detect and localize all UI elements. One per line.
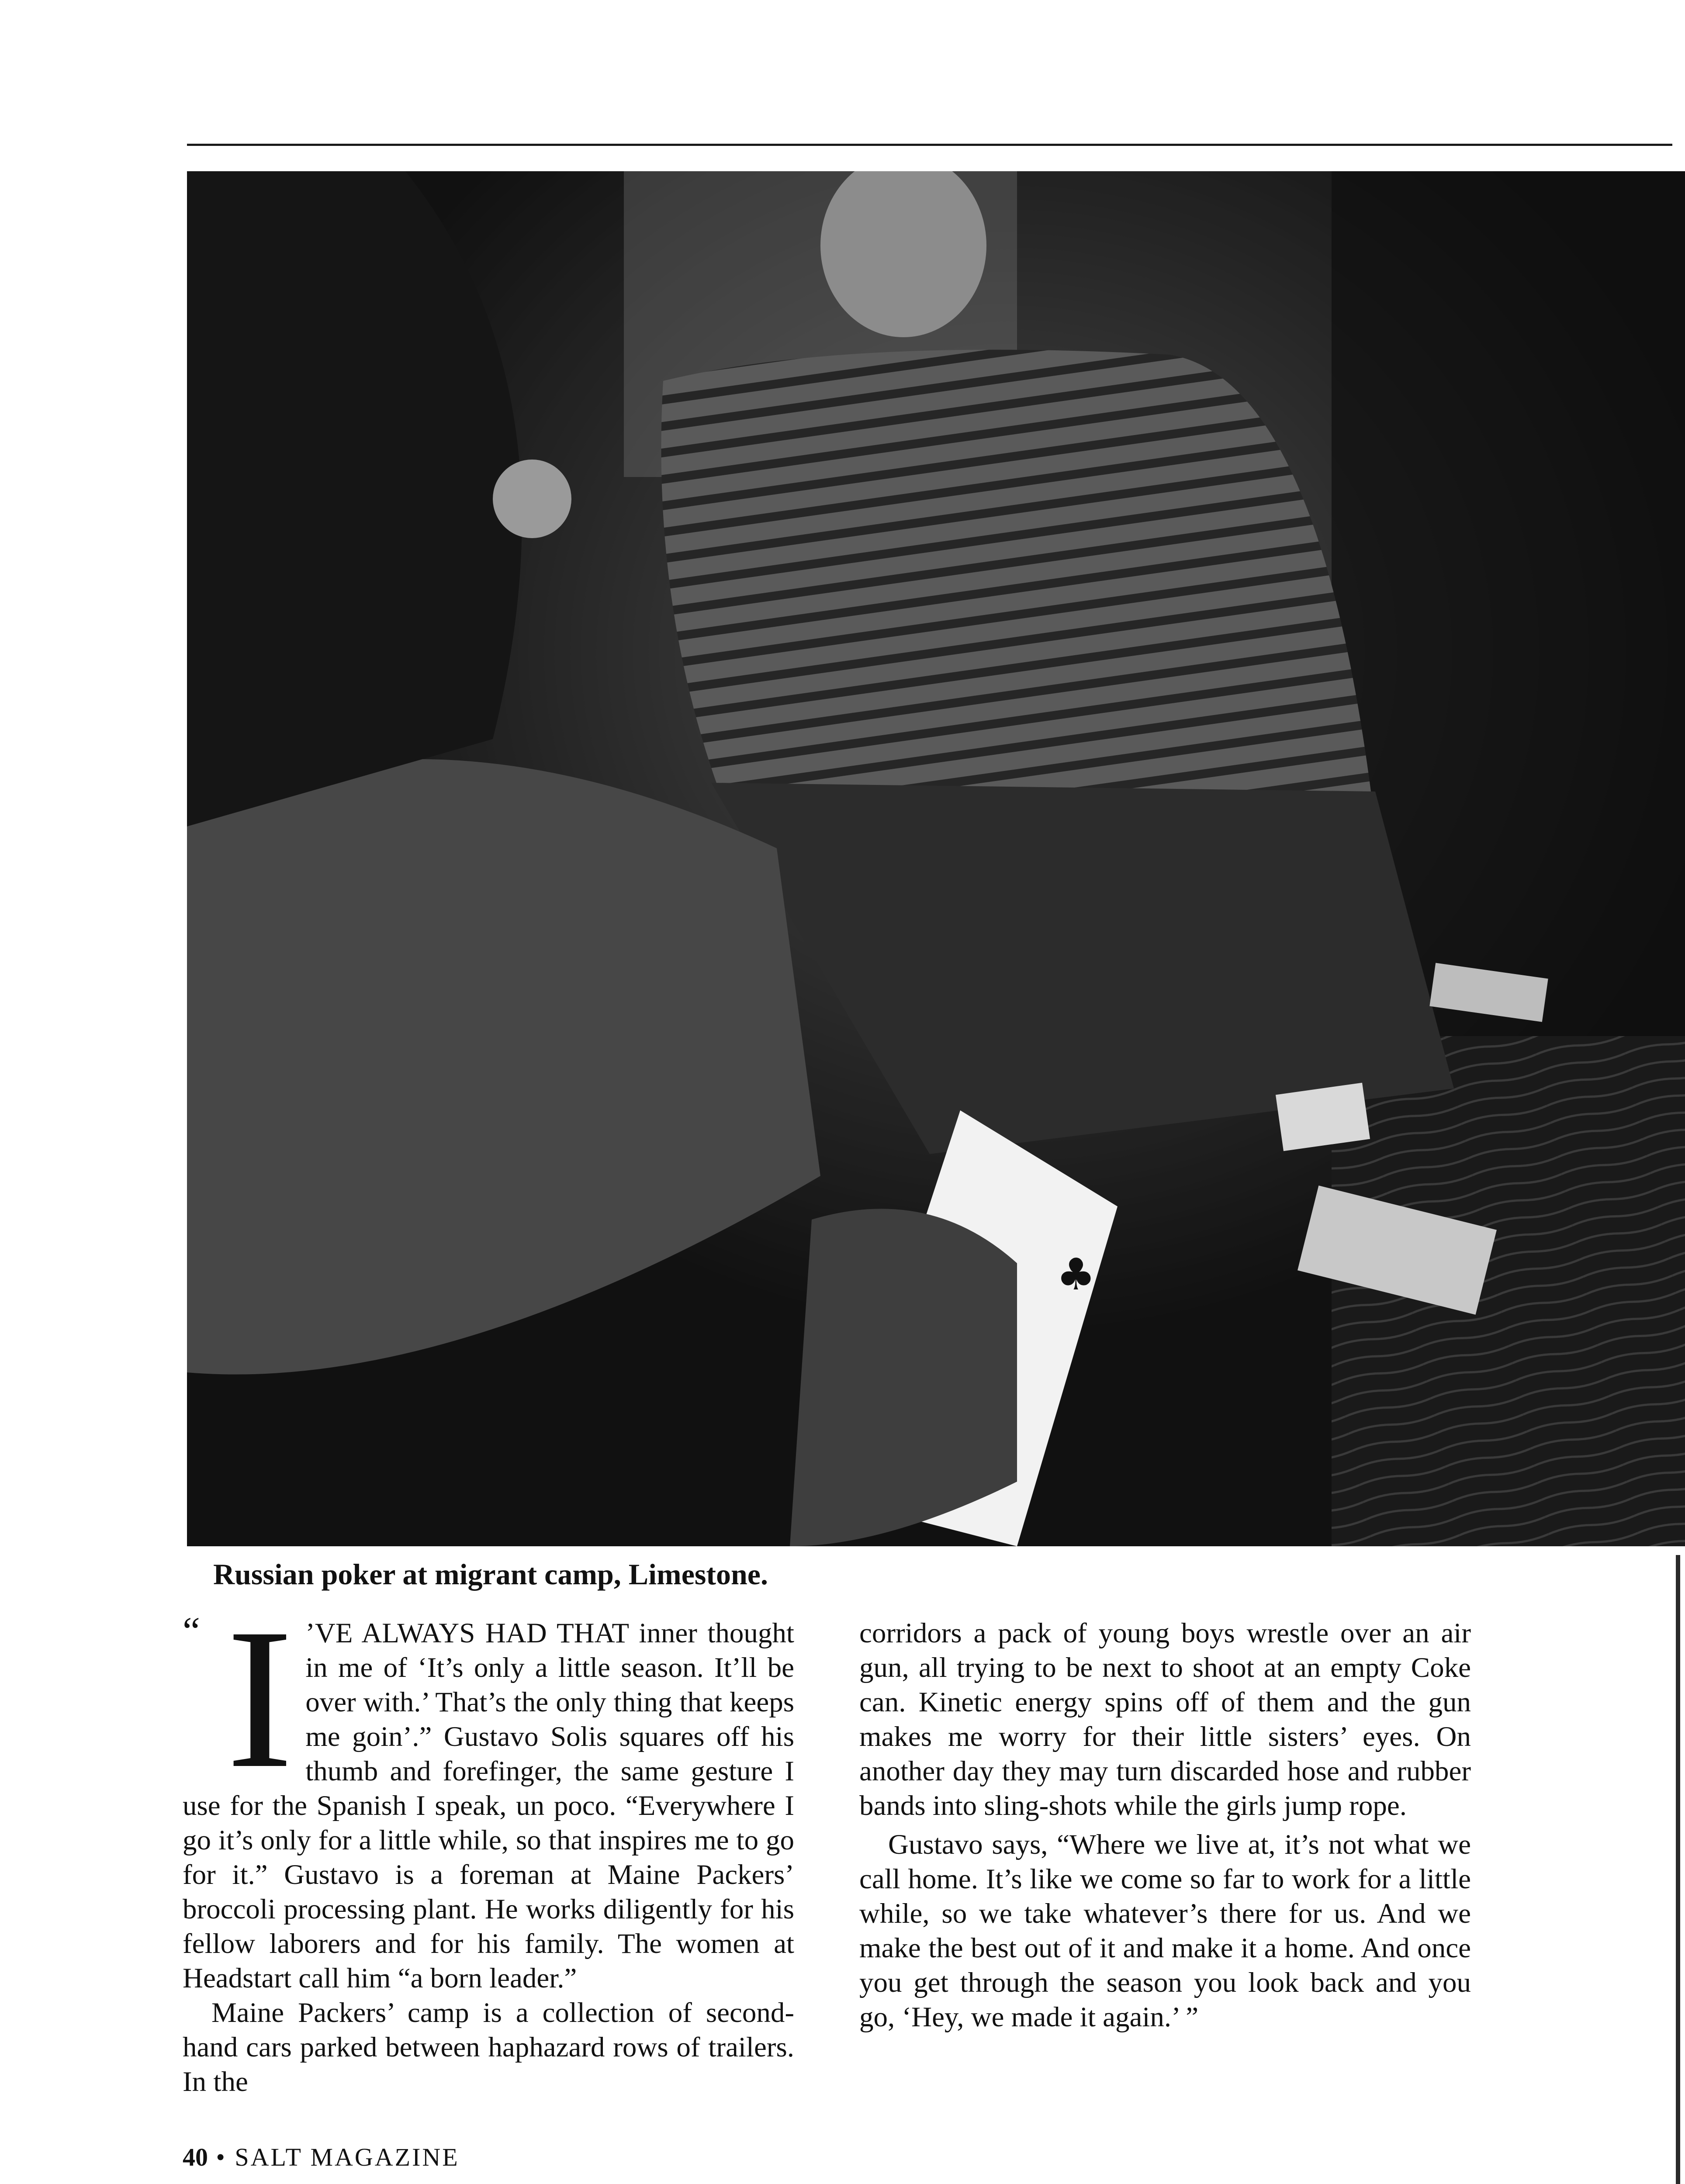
article-paragraph-1 xyxy=(183,1587,794,1996)
article-paragraph-4: Gustavo says, “Where we live at, it’s not what we call home. It’s like we come so far to work for a little while, so we take whatever’s there for us. And we make the best out of it and make it a home. And once you get through the season you look back and you go, ‘Hey, we made it again.’ ” xyxy=(859,1829,1471,2033)
publication-name: SALT MAGAZINE xyxy=(235,2143,460,2171)
lead-in-caps: ’VE ALWAYS HAD THAT xyxy=(305,1617,629,1649)
poker-photo-illustration xyxy=(187,171,1685,1546)
opening-quote-mark: “ xyxy=(183,1610,200,1653)
paragraph-1-text: inner thought in me of ‘It’s only a little season. It’ll be over with.’ That’s the only thing that keeps me goin’.” Gustavo Solis squares off his thumb and forefinger, the same gesture I use for the Spanish I speak, un poco. “Everywhere I go it’s only for a little while, so that inspires me to go for it.” Gustavo is a foreman at Maine Packers’ broccoli processing plant. He works diligently for his fellow laborers and for his family. The women at Headstart call him “a born leader.” xyxy=(183,1617,794,1994)
cigarette-pack xyxy=(1276,1083,1370,1151)
raised-hand xyxy=(493,460,571,538)
article-column-left xyxy=(183,1587,794,2099)
poker-photograph xyxy=(187,171,1685,1546)
page-edge-shadow xyxy=(1676,1555,1680,2184)
photo-caption: Russian poker at migrant camp, Limestone. xyxy=(213,1558,768,1591)
page-footer xyxy=(183,2143,460,2172)
article-column-right xyxy=(859,1616,1471,2035)
club-pip-3: ♣ xyxy=(1056,1249,1096,1300)
footer-separator: • xyxy=(208,2143,235,2171)
header-rule xyxy=(187,144,1672,146)
article-paragraph-2: Maine Packers’ camp is a collection of second-hand cars parked between haphazard rows of trailers. In the xyxy=(183,1997,794,2098)
article-paragraph-3: corridors a pack of young boys wrestle over an air gun, all trying to be next to shoot at an empty Coke can. Kinetic energy spins off of them and the gun makes me worry for their little sisters’ eyes. On another day they may turn discarded hose and rubber bands into sling-shots while the girls jump rope. xyxy=(859,1617,1471,1821)
page-number: 40 xyxy=(183,2143,208,2171)
dealer-hand xyxy=(790,1209,1017,1546)
drop-cap: I xyxy=(226,1587,294,1810)
